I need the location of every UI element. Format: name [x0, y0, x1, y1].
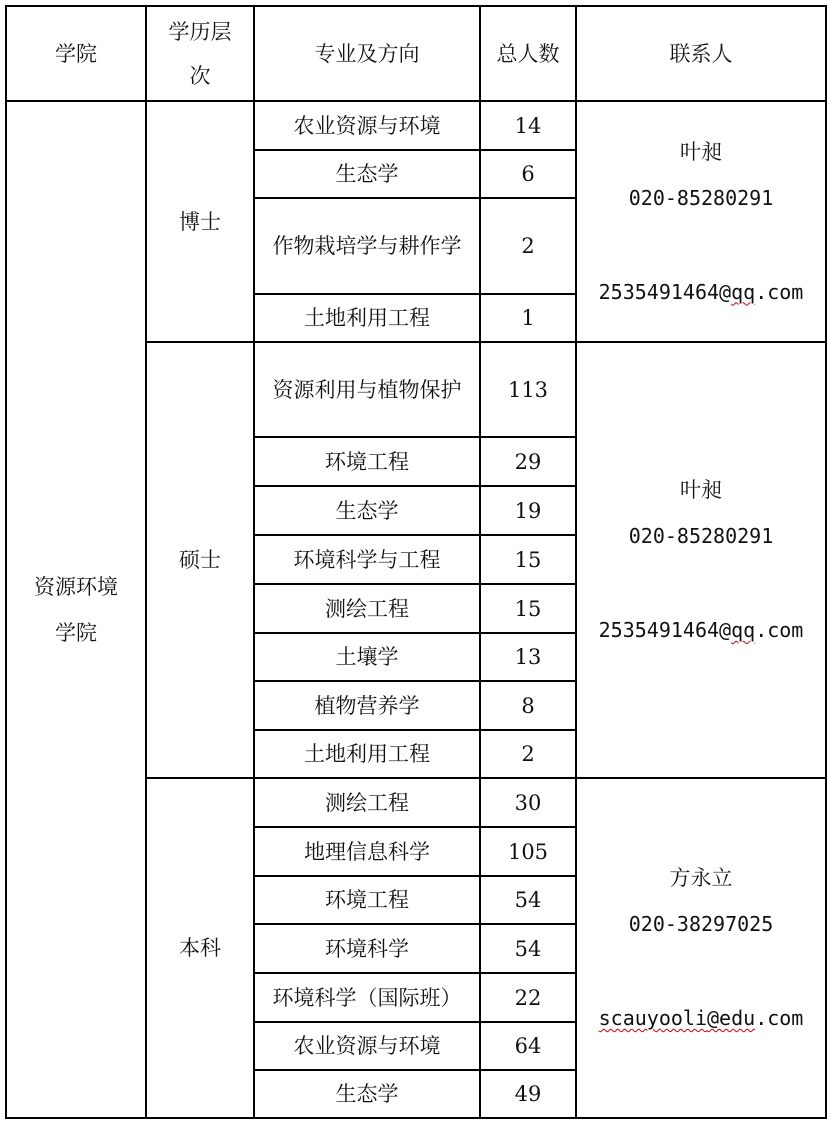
recruitment-table: [5, 5, 827, 1119]
major-cell: 环境科学: [254, 924, 480, 973]
count-cell: 22: [480, 973, 576, 1022]
major-cell: 土地利用工程: [254, 730, 480, 778]
count-cell: 105: [480, 827, 576, 876]
contact-cell-masters: [576, 342, 826, 778]
contact-cell-undergraduate: [576, 778, 826, 1118]
major-cell: 土壤学: [254, 633, 480, 681]
level-cell-undergraduate: 本科: [146, 778, 254, 1118]
header-level-text: 学历层次: [168, 19, 232, 88]
count-cell: 2: [480, 730, 576, 778]
email-user: 2535491464@: [598, 279, 732, 304]
contact-phone: 020-38297025: [628, 912, 774, 936]
contact-phone: 020-85280291: [628, 524, 774, 548]
contact-email: [577, 1005, 825, 1031]
major-cell: 农业资源与环境: [254, 1022, 480, 1070]
contact-email: [577, 617, 825, 643]
major-cell: [254, 342, 480, 437]
major-cell: 测绘工程: [254, 778, 480, 827]
count-cell: 15: [480, 535, 576, 584]
contact-phone: 020-85280291: [628, 185, 774, 210]
major-cell: 地理信息科学: [254, 827, 480, 876]
email-tld: .com: [755, 618, 804, 642]
header-college: 学院: [6, 6, 146, 101]
count-cell: 6: [480, 150, 576, 198]
major-text: 作物栽培学与耕作学: [272, 234, 462, 258]
contact-name: 叶昶: [680, 478, 722, 502]
header-count: 总人数: [480, 6, 576, 101]
table-row: [6, 101, 826, 150]
major-cell: 农业资源与环境: [254, 101, 480, 150]
count-cell: 30: [480, 778, 576, 827]
major-cell: 环境工程: [254, 876, 480, 924]
major-cell: 生态学: [254, 150, 480, 198]
header-major: 专业及方向: [254, 6, 480, 101]
count-cell: 19: [480, 486, 576, 535]
major-cell: 生态学: [254, 1070, 480, 1118]
major-cell: 环境工程: [254, 437, 480, 486]
table-body: [6, 101, 826, 1118]
level-cell-masters: 硕士: [146, 342, 254, 778]
email-user: scauyooli: [598, 1006, 708, 1030]
header-contact: 联系人: [576, 6, 826, 101]
major-cell: 环境科学与工程: [254, 535, 480, 584]
email-tld: .com: [755, 1006, 804, 1030]
email-tld: .com: [755, 279, 804, 304]
count-cell: 49: [480, 1070, 576, 1118]
count-cell: 54: [480, 876, 576, 924]
count-cell: 8: [480, 681, 576, 730]
contact-email: [577, 279, 825, 305]
count-cell: 15: [480, 584, 576, 633]
major-cell: 植物营养学: [254, 681, 480, 730]
college-name: 资源环境学院: [34, 574, 118, 645]
college-cell: [6, 101, 146, 1118]
email-domain: qq: [731, 279, 756, 304]
level-cell-doctorate: 博士: [146, 101, 254, 342]
count-cell: 1: [480, 294, 576, 342]
major-cell: 生态学: [254, 486, 480, 535]
major-cell: 测绘工程: [254, 584, 480, 633]
contact-name: 方永立: [669, 866, 733, 890]
count-cell: 2: [480, 198, 576, 294]
count-cell: 13: [480, 633, 576, 681]
count-cell: 14: [480, 101, 576, 150]
contact-name: 叶昶: [680, 139, 722, 164]
header-row: [6, 6, 826, 101]
major-cell: 土地利用工程: [254, 294, 480, 342]
email-user: 2535491464@: [598, 618, 732, 642]
email-domain: qq: [731, 618, 756, 642]
major-cell: 环境科学（国际班）: [254, 973, 480, 1022]
header-level: [146, 6, 254, 101]
major-cell: [254, 198, 480, 294]
count-cell: 29: [480, 437, 576, 486]
count-cell: 64: [480, 1022, 576, 1070]
count-cell: 113: [480, 342, 576, 437]
contact-cell-doctorate: [576, 101, 826, 342]
count-cell: 54: [480, 924, 576, 973]
major-text: 资源利用与植物保护: [272, 377, 462, 402]
email-domain: @edu: [707, 1006, 756, 1030]
